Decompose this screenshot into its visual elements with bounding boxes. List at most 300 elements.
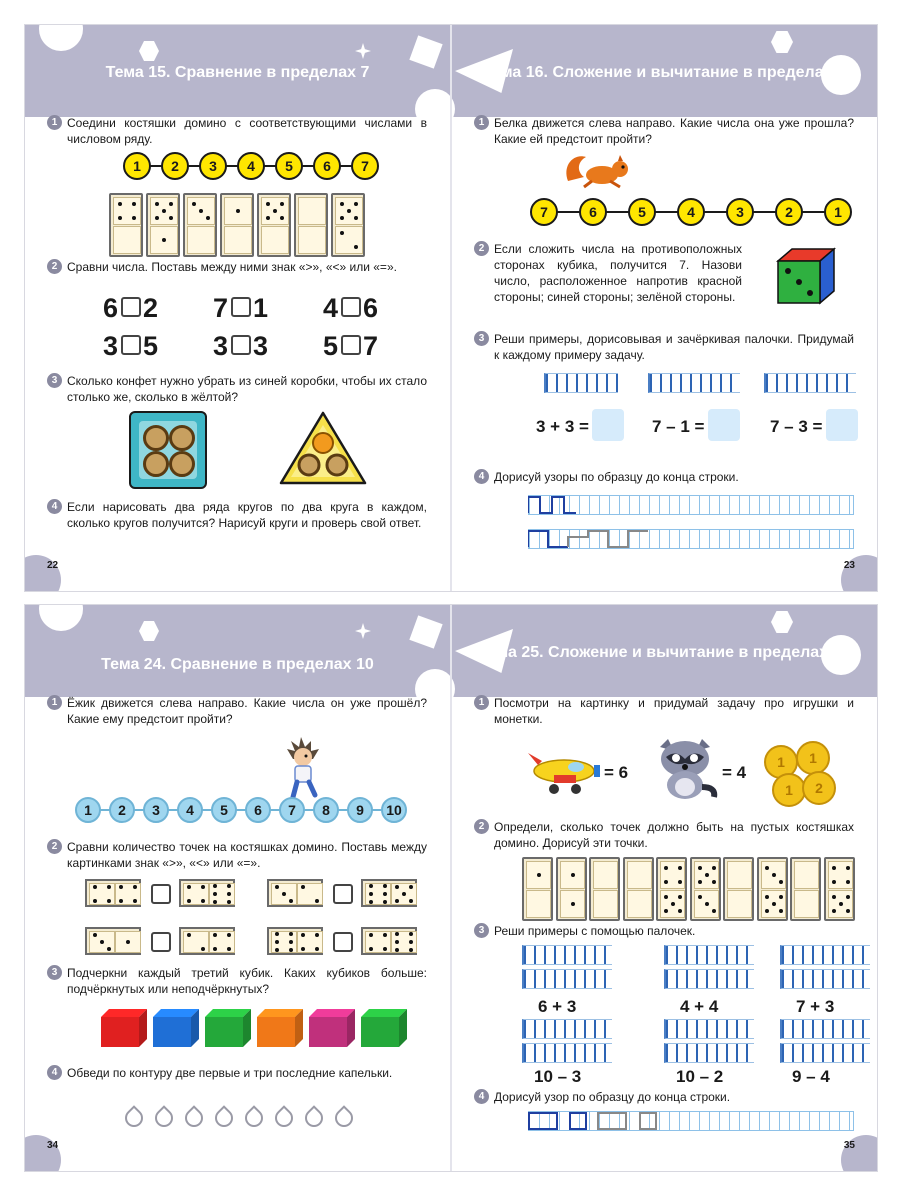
pip (354, 245, 358, 249)
pip (126, 940, 130, 944)
cube-front (153, 1017, 191, 1047)
pip (839, 902, 843, 906)
number-b: 1 (253, 293, 270, 323)
example: 10 – 2 (676, 1067, 724, 1086)
cube-side (295, 1009, 303, 1047)
domino-half (526, 861, 551, 889)
pip (395, 948, 399, 952)
pip (846, 880, 850, 884)
task-number: 4 (47, 499, 62, 514)
domino-half (365, 931, 391, 953)
number-b: 3 (253, 331, 270, 361)
task-4 (478, 469, 854, 485)
pip (301, 947, 305, 951)
pip (832, 895, 836, 899)
pip (107, 899, 111, 903)
drop-outline[interactable] (151, 1105, 176, 1130)
comparison (213, 293, 269, 324)
number-circle: 10 (381, 797, 407, 823)
pip (765, 866, 769, 870)
pip (395, 899, 399, 903)
comparison-box[interactable] (151, 932, 171, 952)
domino-half (727, 861, 752, 889)
pip (846, 866, 850, 870)
sticks-row (522, 945, 612, 965)
pip (93, 899, 97, 903)
task-number: 3 (474, 923, 489, 938)
sticks-7 (764, 373, 856, 393)
task-text: Дорисуй узоры по образцу до конца строки. (494, 470, 739, 484)
cube-front (361, 1017, 399, 1047)
drop-outline[interactable] (121, 1105, 146, 1130)
pip (409, 948, 413, 952)
yellow-candy-box (277, 409, 369, 489)
number-a: 3 (213, 331, 230, 361)
raccoon-toy-icon (652, 737, 718, 801)
domino-half (526, 890, 551, 918)
number-circle: 3 (143, 797, 169, 823)
page-23 (452, 25, 877, 591)
pip (395, 940, 399, 944)
task-number: 2 (474, 241, 489, 256)
example: 3 + 3 = (536, 417, 589, 436)
pip (266, 216, 270, 220)
task-number: 1 (47, 115, 62, 130)
domino-half (660, 861, 685, 889)
pip (698, 880, 702, 884)
domino (757, 857, 788, 921)
drop-outline[interactable] (331, 1105, 356, 1130)
pip (664, 866, 668, 870)
domino-half (593, 861, 618, 889)
number-circle: 4 (237, 152, 265, 180)
domino (790, 857, 821, 921)
cube (101, 1009, 147, 1047)
task-4 (51, 1065, 427, 1081)
number-circle: 2 (109, 797, 135, 823)
task-text: Подчеркни каждый третий кубик. Каких кубиков больше: подчёркнутых или неподчёркнутых? (67, 966, 427, 996)
pattern-sample (528, 495, 588, 515)
equation-raccoon: = 4 (722, 763, 747, 782)
task-text: Сравни количество точек на костяшках домино. Поставь между картинками знак «>», «<» или «=». (67, 840, 427, 870)
pip (107, 947, 111, 951)
task-text: Реши примеры с помощью палочек. (494, 924, 696, 938)
pip (192, 202, 196, 206)
number-b: 2 (143, 293, 160, 323)
domino (146, 193, 180, 257)
pip (289, 948, 293, 952)
pip (340, 231, 344, 235)
number-circle: 5 (211, 797, 237, 823)
number-circle: 1 (123, 152, 151, 180)
pip (571, 873, 575, 877)
number-a: 4 (323, 293, 340, 323)
page-35 (452, 605, 877, 1171)
pip (712, 909, 716, 913)
domino-half (115, 931, 141, 953)
domino-half (89, 883, 115, 905)
domino-half (335, 197, 363, 225)
drop-outline[interactable] (301, 1105, 326, 1130)
domino (183, 193, 217, 257)
domino (331, 193, 365, 257)
pip (832, 880, 836, 884)
comparison (103, 293, 159, 324)
task-1 (51, 695, 427, 727)
pip (409, 932, 413, 936)
pip (347, 209, 351, 213)
domino-half (761, 890, 786, 918)
answer-box[interactable] (826, 409, 858, 441)
pip (93, 885, 97, 889)
pip (100, 940, 104, 944)
example: 4 + 4 (680, 997, 719, 1016)
pip (712, 866, 716, 870)
pip (289, 899, 293, 903)
pip (187, 899, 191, 903)
pip (340, 216, 344, 220)
pip (383, 892, 387, 896)
pip (282, 892, 286, 896)
pip (383, 933, 387, 937)
task-text: Посмотри на картинку и придумай задачу про игрушки и монетки. (494, 696, 854, 726)
pip (162, 238, 166, 242)
pip (409, 885, 413, 889)
pip (187, 885, 191, 889)
pip (765, 909, 769, 913)
task-2 (51, 839, 427, 871)
domino-half (271, 883, 297, 905)
pip (169, 216, 173, 220)
task-number: 2 (47, 259, 62, 274)
pip (664, 909, 668, 913)
number-circle: 5 (628, 198, 656, 226)
pip (213, 884, 217, 888)
domino-half (365, 883, 391, 905)
domino (257, 193, 291, 257)
cube-side (399, 1009, 407, 1047)
pip (206, 216, 210, 220)
number-circle: 3 (199, 152, 227, 180)
sticks-row (664, 945, 754, 965)
task-text: Дорисуй узор по образцу до конца строки. (494, 1090, 731, 1104)
domino-half (261, 197, 289, 225)
domino (179, 879, 235, 907)
number-b: 6 (363, 293, 380, 323)
domino-half (828, 861, 853, 889)
task-4 (478, 1089, 854, 1105)
pip (315, 933, 319, 937)
pip (169, 202, 173, 206)
pip (698, 866, 702, 870)
domino-half (298, 197, 326, 225)
number-circle: 9 (347, 797, 373, 823)
pip (705, 873, 709, 877)
pip (354, 216, 358, 220)
number-circle: 6 (313, 152, 341, 180)
domino-half (727, 890, 752, 918)
sticks-row (664, 1043, 754, 1063)
number-circle: 7 (279, 797, 305, 823)
domino (723, 857, 754, 921)
task-number: 1 (474, 695, 489, 710)
pip (118, 202, 122, 206)
cube-front (309, 1017, 347, 1047)
drop-outline[interactable] (181, 1105, 206, 1130)
pip (846, 895, 850, 899)
task-3 (51, 373, 427, 405)
pattern-sample (528, 529, 652, 549)
domino-half (187, 226, 215, 254)
cube-side (347, 1009, 355, 1047)
domino (589, 857, 620, 921)
cube-front (101, 1017, 139, 1047)
cube (309, 1009, 355, 1047)
pip (213, 900, 217, 904)
domino (267, 927, 323, 955)
task-2 (478, 241, 742, 305)
pip (383, 900, 387, 904)
task-text: Реши примеры, дорисовывая и зачёркивая палочки. Придумай к каждому примеру задачу. (494, 332, 854, 362)
pip (678, 895, 682, 899)
toy-plane-icon (524, 747, 604, 797)
pip (213, 892, 217, 896)
number-circle: 4 (177, 797, 203, 823)
pip (227, 884, 231, 888)
pip (132, 202, 136, 206)
task-number: 2 (47, 839, 62, 854)
squirrel-icon (562, 151, 638, 191)
pip (301, 885, 305, 889)
task-number: 4 (47, 1065, 62, 1080)
domino-half (150, 226, 178, 254)
cube-side (191, 1009, 199, 1047)
task-number: 3 (47, 965, 62, 980)
number-a: 3 (103, 331, 120, 361)
pip (301, 933, 305, 937)
domino (361, 879, 417, 907)
example: 7 – 1 = (652, 417, 705, 436)
pip (772, 902, 776, 906)
task-text: Обведи по контуру две первые и три последние капельки. (67, 1066, 393, 1080)
page-title: Тема 16. Сложение и вычитание в пределах 7 (483, 64, 846, 81)
sticks-row (522, 1019, 612, 1039)
cube (257, 1009, 303, 1047)
pip (779, 880, 783, 884)
pip (227, 933, 231, 937)
task-3 (478, 923, 854, 939)
pip (315, 899, 319, 903)
task-number: 1 (474, 115, 489, 130)
number-circle: 7 (351, 152, 379, 180)
domino-half (828, 890, 853, 918)
task-number: 4 (474, 469, 489, 484)
comparison-box[interactable] (341, 335, 361, 355)
pip (315, 947, 319, 951)
domino (85, 879, 141, 907)
domino (294, 193, 328, 257)
drop-outline[interactable] (211, 1105, 236, 1130)
pattern-sample (528, 1111, 668, 1131)
task-4 (51, 499, 427, 531)
comparison-box[interactable] (231, 297, 251, 317)
task-1 (478, 695, 854, 727)
domino-half (660, 890, 685, 918)
cube (205, 1009, 251, 1047)
pip (273, 209, 277, 213)
number-circle: 1 (824, 198, 852, 226)
domino (85, 927, 141, 955)
domino-half (794, 861, 819, 889)
task-text: Соедини костяшки домино с соответствующими числами в числовом ряду. (67, 116, 427, 146)
domino-half (694, 890, 719, 918)
pip (354, 202, 358, 206)
pip (119, 899, 123, 903)
pip (227, 947, 231, 951)
pip (280, 216, 284, 220)
coin-icon: 1 (772, 773, 806, 807)
domino-half (297, 883, 323, 905)
task-1 (51, 115, 427, 147)
pip (280, 202, 284, 206)
pip (765, 895, 769, 899)
comparison-box[interactable] (121, 335, 141, 355)
cube (361, 1009, 407, 1047)
comparison-box[interactable] (341, 297, 361, 317)
number-b: 5 (143, 331, 160, 361)
number-circle: 8 (313, 797, 339, 823)
pip (275, 932, 279, 936)
number-circle: 6 (245, 797, 271, 823)
number-a: 5 (323, 331, 340, 361)
answer-box[interactable] (708, 409, 740, 441)
task-number: 4 (474, 1089, 489, 1104)
domino-half (150, 197, 178, 225)
pip (107, 885, 111, 889)
domino (656, 857, 687, 921)
domino-half (391, 931, 417, 953)
pip (779, 909, 783, 913)
comparison-box[interactable] (151, 884, 171, 904)
task-text: Сколько конфет нужно убрать из синей коробки, чтобы их стало столько же, сколько в жёлтой? (67, 374, 427, 404)
comparison-box[interactable] (333, 932, 353, 952)
domino-half (297, 931, 323, 953)
pip (162, 209, 166, 213)
domino (179, 927, 235, 955)
pip (289, 932, 293, 936)
domino (824, 857, 855, 921)
cube-side (139, 1009, 147, 1047)
example: 10 – 3 (534, 1067, 582, 1086)
equation-plane: = 6 (604, 763, 629, 782)
task-1 (478, 115, 854, 147)
comparison (323, 293, 379, 324)
pip (133, 885, 137, 889)
pip (369, 947, 373, 951)
number-circle: 6 (579, 198, 607, 226)
pip (678, 880, 682, 884)
pip (187, 933, 191, 937)
sticks-row (780, 1043, 870, 1063)
pip (671, 902, 675, 906)
number-a: 6 (103, 293, 120, 323)
pip (369, 900, 373, 904)
domino-half (113, 226, 141, 254)
pip (537, 873, 541, 877)
sticks-row (664, 969, 754, 989)
candy-icon (143, 425, 169, 451)
coin-icon: 2 (802, 771, 836, 805)
sticks-row (664, 1019, 754, 1039)
pip (409, 899, 413, 903)
number-circle: 5 (275, 152, 303, 180)
comparison-box[interactable] (231, 335, 251, 355)
pip (275, 885, 279, 889)
domino-half (335, 226, 363, 254)
pip (133, 899, 137, 903)
domino-half (794, 890, 819, 918)
pip (832, 866, 836, 870)
pip (698, 895, 702, 899)
cube-side (243, 1009, 251, 1047)
page-title: Тема 24. Сравнение в пределах 10 (101, 656, 374, 673)
comparison-box[interactable] (121, 297, 141, 317)
domino-half (115, 883, 141, 905)
pip (155, 202, 159, 206)
domino (690, 857, 721, 921)
domino (556, 857, 587, 921)
pip (383, 884, 387, 888)
number-b: 7 (363, 331, 380, 361)
number-circle: 7 (530, 198, 558, 226)
pip (383, 947, 387, 951)
domino-half (209, 931, 235, 953)
answer-box[interactable] (592, 409, 624, 441)
coin-icon: 1 (764, 745, 798, 779)
task-number: 1 (47, 695, 62, 710)
pip (275, 948, 279, 952)
candy-icon (169, 425, 195, 451)
pip (213, 947, 217, 951)
task-2 (51, 259, 427, 275)
domino (109, 193, 143, 257)
domino-half (271, 931, 297, 953)
pip (705, 902, 709, 906)
pip (395, 932, 399, 936)
pip (409, 940, 413, 944)
drop-outline[interactable] (271, 1105, 296, 1130)
sticks-row (780, 1019, 870, 1039)
pip (201, 885, 205, 889)
pip (571, 902, 575, 906)
domino-half (627, 861, 652, 889)
page-title: Тема 25. Сложение и вычитание в пределах 10 (478, 644, 851, 661)
comparison-box[interactable] (333, 884, 353, 904)
pip (132, 216, 136, 220)
domino (623, 857, 654, 921)
sticks-row (522, 969, 612, 989)
drop-outline[interactable] (241, 1105, 266, 1130)
pip (712, 880, 716, 884)
domino (220, 193, 254, 257)
task-text: Белка движется слева направо. Какие числа она уже прошла? Какие ей предстоит пройти? (494, 116, 854, 146)
candy-icon (143, 451, 169, 477)
coin-icon: 1 (796, 741, 830, 775)
domino-half (209, 883, 235, 905)
cube-front (257, 1017, 295, 1047)
domino (522, 857, 553, 921)
pip (678, 866, 682, 870)
